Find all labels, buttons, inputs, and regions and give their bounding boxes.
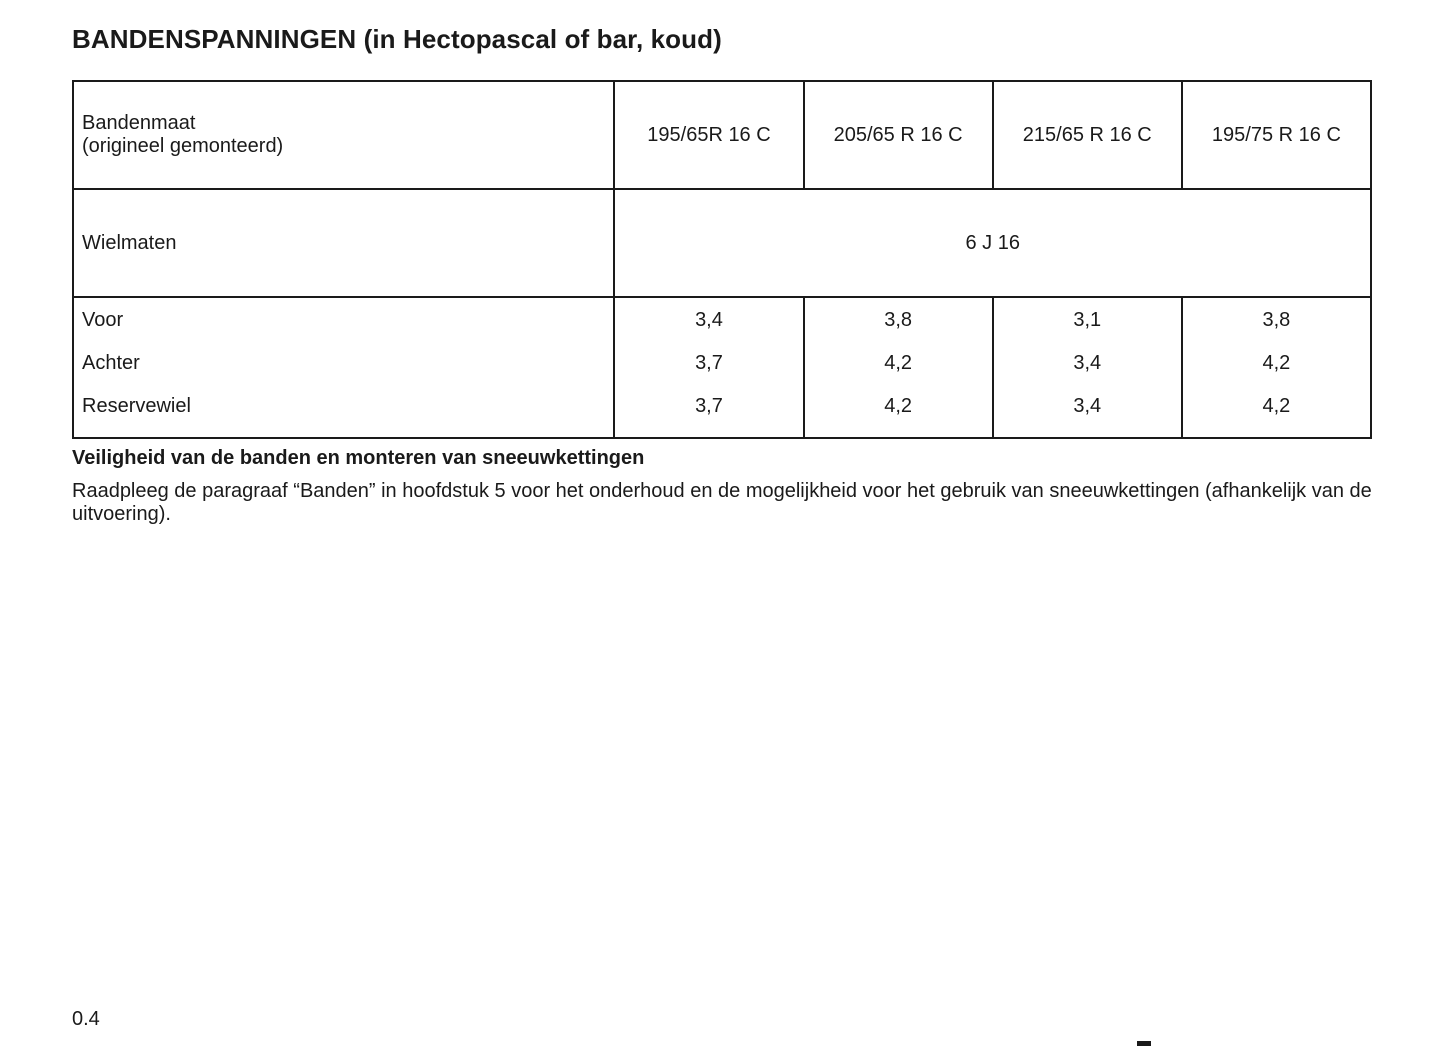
tire-size-cell: 215/65 R 16 C xyxy=(993,81,1182,189)
tire-size-cell: 195/65R 16 C xyxy=(614,81,803,189)
section-paragraph: Raadpleeg de paragraaf “Banden” in hoofdstuk 5 voor het onderhoud en de mogelijkheid voor het gebruik van sneeuwkettingen (afhankelijk van de uitvoering). xyxy=(72,480,1372,525)
pressure-column xyxy=(804,297,993,438)
position-labels-cell xyxy=(73,297,614,438)
pressure-value: 4,2 xyxy=(884,352,913,374)
pressure-column xyxy=(614,297,803,438)
tire-size-row xyxy=(73,81,1371,189)
pressure-value: 4,2 xyxy=(1262,352,1291,374)
page-number: 0.4 xyxy=(72,1008,100,1030)
wheel-size-row xyxy=(73,189,1371,297)
pressure-value: 4,2 xyxy=(1262,395,1291,417)
row-label-rear: Achter xyxy=(82,352,140,374)
section-heading: Veiligheid van de banden en monteren van sneeuwkettingen xyxy=(72,447,645,469)
pressure-value: 3,4 xyxy=(1073,352,1102,374)
pressure-value: 3,7 xyxy=(695,352,723,374)
page-edge-mark xyxy=(1137,1041,1151,1046)
pressure-value: 3,7 xyxy=(695,395,723,417)
pressure-value: 3,8 xyxy=(1262,309,1291,331)
pressure-values-row xyxy=(73,297,1371,438)
pressure-value: 4,2 xyxy=(884,395,913,417)
wheel-size-value: 6 J 16 xyxy=(614,189,1371,297)
tire-size-label-cell xyxy=(73,81,614,189)
page-title: BANDENSPANNINGEN (in Hectopascal of bar, koud) xyxy=(72,24,722,54)
tire-size-label: Bandenmaat xyxy=(82,112,196,134)
pressure-value: 3,8 xyxy=(884,309,913,331)
row-label-front: Voor xyxy=(82,309,124,331)
tire-size-cell: 205/65 R 16 C xyxy=(804,81,993,189)
pressure-value: 3,1 xyxy=(1073,309,1102,331)
row-label-spare: Reservewiel xyxy=(82,395,191,417)
pressure-column xyxy=(993,297,1182,438)
wheel-size-label: Wielmaten xyxy=(73,189,614,297)
pressure-column xyxy=(1182,297,1371,438)
pressure-value: 3,4 xyxy=(695,309,723,331)
pressure-value: 3,4 xyxy=(1073,395,1102,417)
tire-pressure-table xyxy=(72,80,1372,439)
tire-size-cell: 195/75 R 16 C xyxy=(1182,81,1371,189)
tire-size-label-note: (origineel gemonteerd) xyxy=(82,135,284,157)
